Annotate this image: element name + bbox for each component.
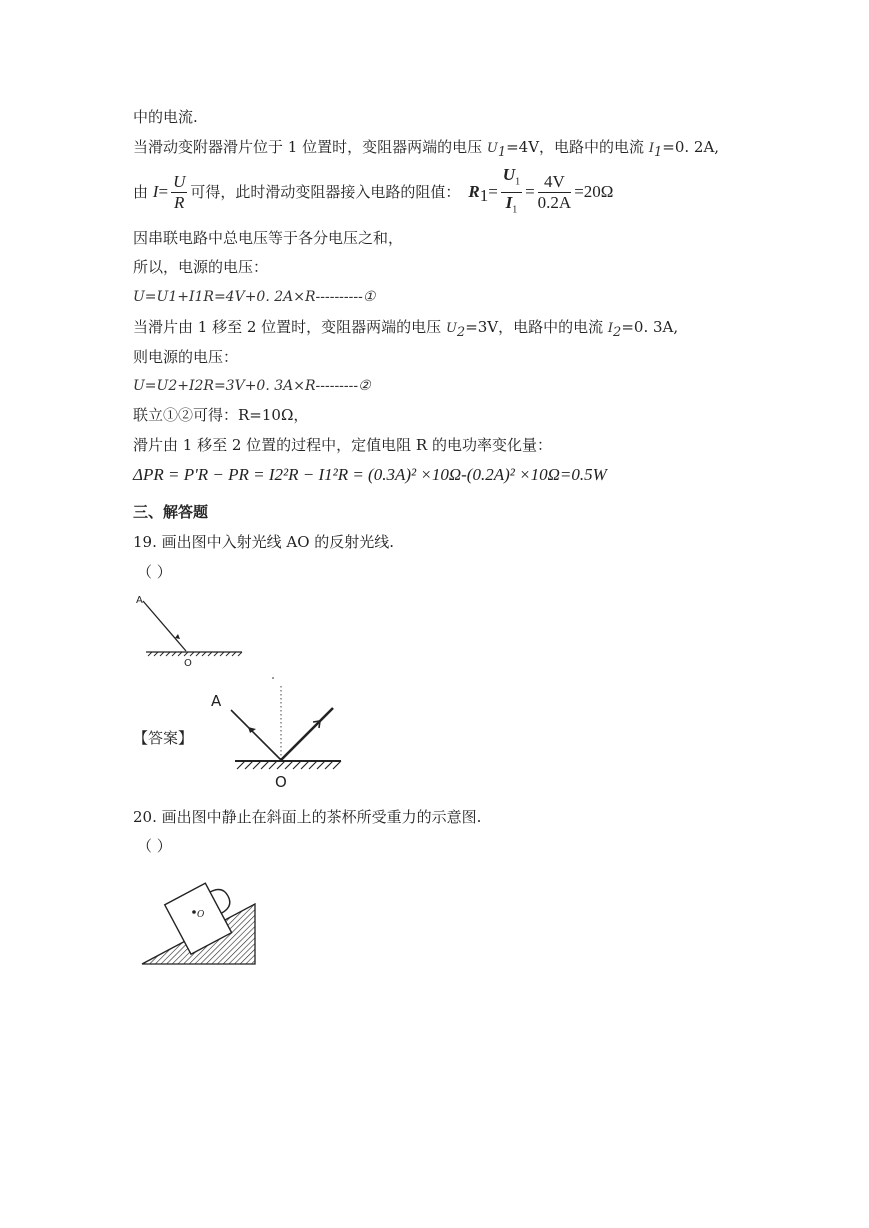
text-line-1 bbox=[133, 107, 198, 127]
numerator: U bbox=[502, 165, 516, 184]
var-i: I bbox=[648, 141, 654, 156]
var-i: I bbox=[152, 181, 159, 201]
incident-ray bbox=[231, 710, 281, 760]
label-a: A bbox=[136, 595, 143, 606]
text-line-2 bbox=[133, 137, 719, 163]
text-line-4 bbox=[133, 228, 403, 248]
result: =20Ω bbox=[574, 181, 614, 201]
answer-blank-20 bbox=[137, 836, 172, 856]
equation-1: U=U1+I1R=4V+0. 2A×R----------① bbox=[133, 289, 376, 305]
line-text: 滑片由 1 移至 2 位置的过程中，定值电阻 R 的电功率变化量： bbox=[133, 436, 552, 454]
line-text: 当滑片由 1 移至 2 位置时，变阻器两端的电压 bbox=[133, 318, 446, 336]
subscript: 2 bbox=[613, 325, 622, 340]
var-r: R bbox=[468, 181, 480, 201]
line-text: 则电源的电压： bbox=[133, 348, 239, 366]
power-change-formula: ΔPR = P'R − PR = I2²R − I1²R = (0.3A)² ×10Ω-(0.2A)² ×10Ω=0.5W bbox=[133, 465, 607, 484]
heading-text: 三、解答题 bbox=[133, 503, 209, 521]
question-text: 画出图中静止在斜面上的茶杯所受重力的示意图. bbox=[161, 808, 482, 826]
denominator: I bbox=[505, 193, 513, 213]
subscript: 1 bbox=[512, 204, 518, 216]
line-text: =3V，电路中的电流 bbox=[465, 318, 608, 336]
center-of-gravity-dot bbox=[192, 910, 196, 914]
equals: = bbox=[158, 181, 169, 201]
equals: = bbox=[525, 181, 535, 201]
line-text: 可得，此时滑动变阻器接入电路的阻值： bbox=[190, 182, 461, 201]
reflected-ray bbox=[281, 708, 333, 760]
denominator: 0.2A bbox=[537, 193, 572, 213]
answer-label-text: 【答案】 bbox=[133, 729, 194, 747]
text-line-11 bbox=[133, 435, 552, 455]
var-u: U bbox=[445, 321, 457, 336]
subscript: 1 bbox=[515, 176, 521, 188]
line-text: =0. 2A, bbox=[662, 138, 720, 156]
section-heading bbox=[133, 502, 208, 522]
text-line-3 bbox=[133, 165, 613, 221]
var-i: I bbox=[607, 321, 614, 336]
fraction-u-r bbox=[171, 172, 187, 213]
denominator: R bbox=[174, 193, 185, 213]
dot bbox=[272, 677, 274, 679]
subscript: 1 bbox=[479, 185, 489, 205]
question-20 bbox=[133, 807, 481, 827]
subscript: 1 bbox=[497, 145, 507, 160]
line-text: 中的电流. bbox=[133, 108, 198, 126]
line-text: =0. 3A, bbox=[621, 318, 679, 336]
question-19 bbox=[133, 532, 394, 552]
fraction-4v-02a bbox=[538, 172, 572, 213]
text-line-7 bbox=[133, 317, 678, 343]
blank-text: （ ） bbox=[137, 837, 172, 855]
line-text: 联立①②可得：R=10Ω， bbox=[133, 406, 309, 424]
reflection-answer-figure bbox=[205, 672, 370, 792]
answer-label bbox=[133, 728, 193, 748]
blank-text: （ ） bbox=[137, 563, 172, 581]
subscript: 1 bbox=[653, 145, 663, 160]
label-a: A bbox=[211, 692, 222, 710]
numerator: U bbox=[173, 172, 186, 192]
question-number: 19. bbox=[133, 533, 157, 551]
fraction-u1-i1 bbox=[501, 165, 522, 221]
question-text: 画出图中入射光线 AO 的反射光线. bbox=[161, 533, 395, 551]
text-line-10 bbox=[133, 405, 308, 425]
subscript: 2 bbox=[456, 325, 466, 340]
answer-blank-19 bbox=[137, 562, 172, 582]
var-u: U bbox=[486, 141, 498, 156]
text-line-6 bbox=[133, 287, 375, 307]
line-text: =4V，电路中的电流 bbox=[506, 138, 649, 156]
numerator: 4V bbox=[538, 172, 572, 193]
line-text: 当滑动变附器滑片位于 1 位置时，变阻器两端的电压 bbox=[133, 138, 487, 156]
line-text: 因串联电路中总电压等于各分电压之和， bbox=[133, 229, 404, 247]
equals: = bbox=[488, 181, 498, 201]
label-o: O bbox=[275, 773, 287, 791]
incident-ray bbox=[143, 601, 186, 651]
teacup-incline-figure bbox=[138, 862, 263, 970]
line-text: 所以，电源的电压： bbox=[133, 258, 269, 276]
mirror-hatching bbox=[237, 761, 341, 769]
line-text: 由 bbox=[133, 182, 149, 201]
equation-2: U=U2+I2R=3V+0. 3A×R---------② bbox=[133, 378, 371, 394]
label-o: O bbox=[184, 658, 192, 669]
question-number: 20. bbox=[133, 808, 157, 826]
text-line-12 bbox=[133, 465, 607, 485]
text-line-5 bbox=[133, 257, 268, 277]
incident-ray-figure bbox=[128, 588, 248, 670]
text-line-8 bbox=[133, 347, 238, 367]
text-line-9 bbox=[133, 376, 371, 396]
label-o: O bbox=[197, 910, 205, 920]
